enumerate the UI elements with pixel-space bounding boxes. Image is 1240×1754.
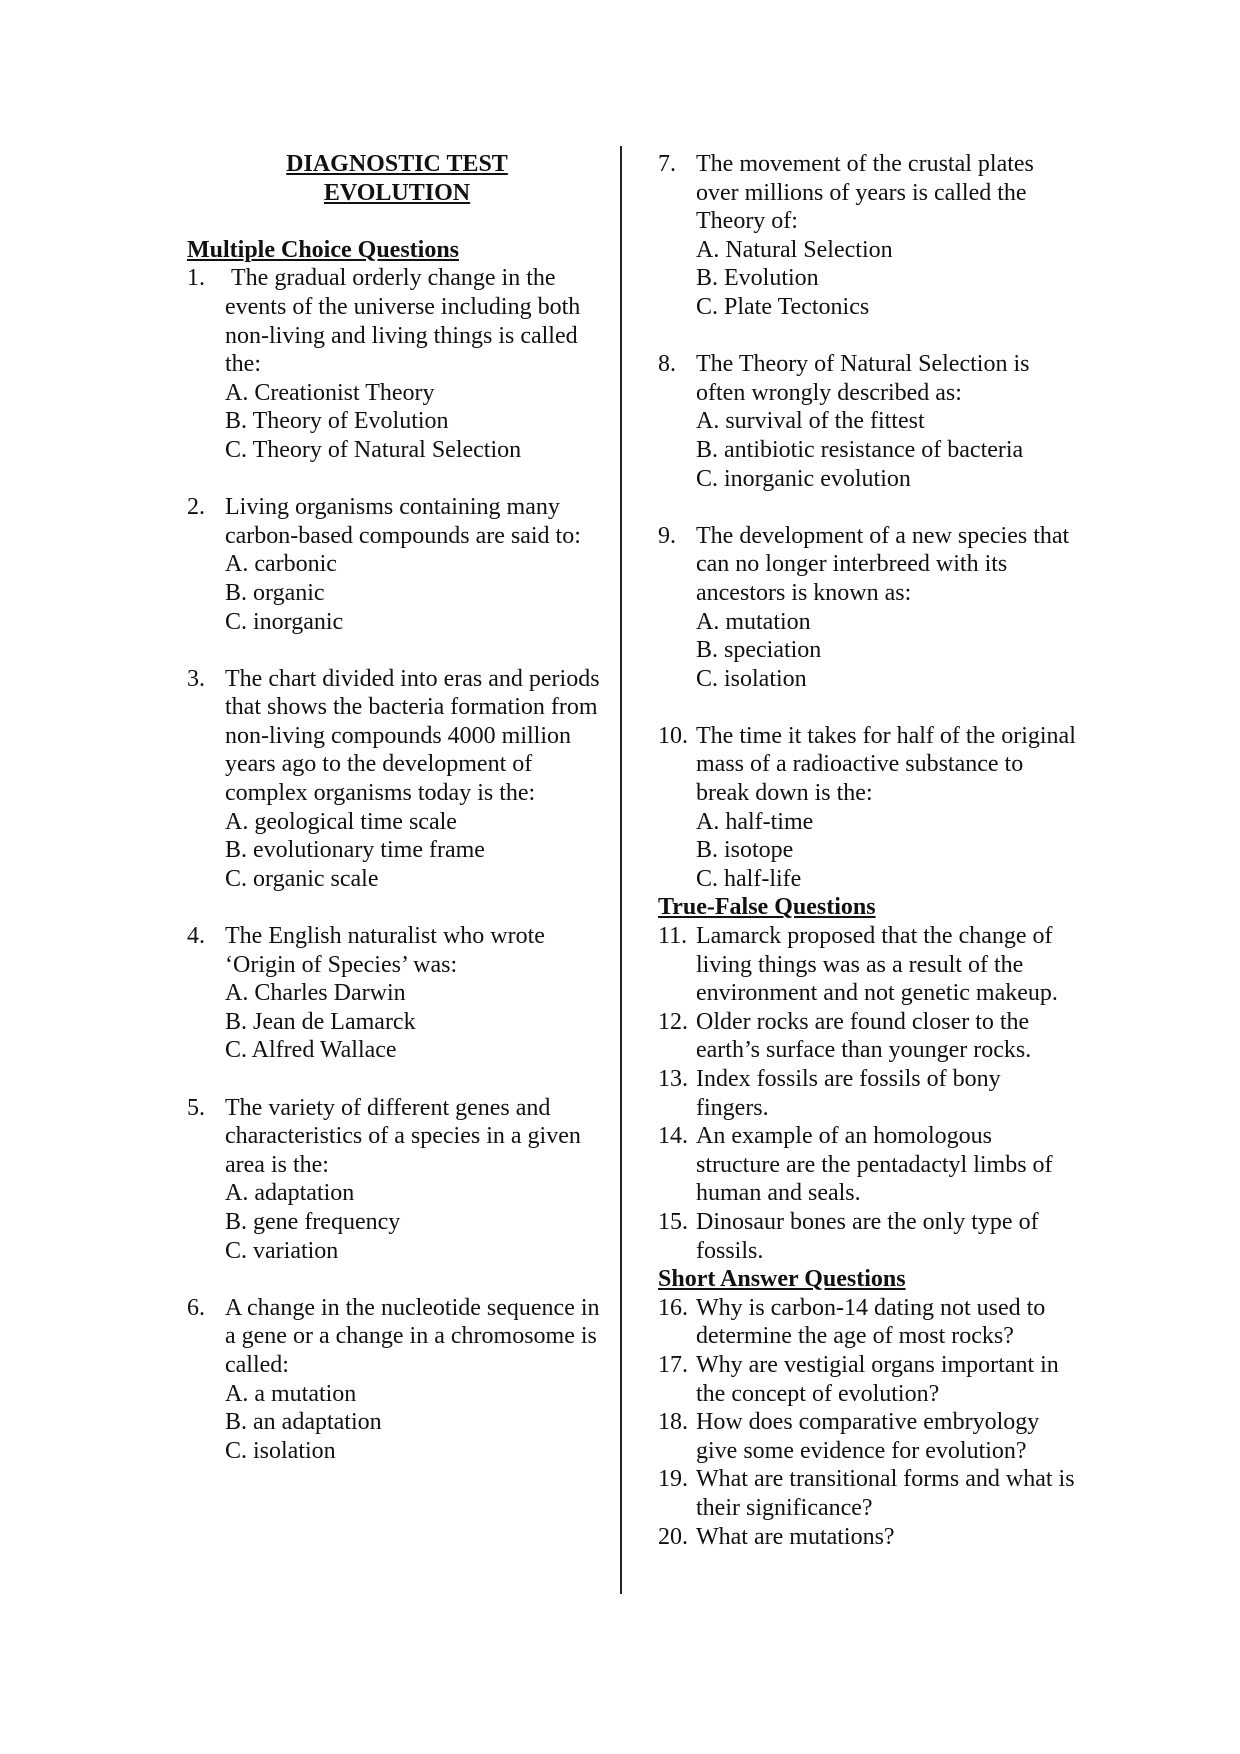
test-title: DIAGNOSTIC TEST <box>286 151 508 177</box>
question-6: 6. A change in the nucleotide sequence in a gene or a change in a chromosome is called: A. a mutation B. an adaptation C. isolation <box>187 1294 607 1466</box>
option-b: B. Theory of Evolution <box>225 408 449 435</box>
right-column <box>658 150 1078 1551</box>
question-text: What are transitional forms and what is their significance? <box>696 1466 1075 1521</box>
option-a: A. geological time scale <box>225 808 457 835</box>
option-a: A. Creationist Theory <box>225 379 435 406</box>
option-b: B. Jean de Lamarck <box>225 1008 416 1035</box>
question-16: 16. Why is carbon-14 dating not used to determine the age of most rocks? <box>658 1294 1078 1351</box>
option-c: C. variation <box>225 1237 339 1264</box>
section-heading-short-answer: Short Answer Questions <box>658 1266 906 1293</box>
column-divider <box>620 146 622 1594</box>
question-14: 14. An example of an homologous structure are the pentadactyl limbs of human and seals. <box>658 1122 1078 1208</box>
question-text: Lamarck proposed that the change of living things was as a result of the environment and not genetic makeup. <box>696 923 1058 1007</box>
question-text: Dinosaur bones are the only type of fossils. <box>696 1208 1039 1264</box>
question-text: Index fossils are fossils of bony fingers. <box>696 1066 1001 1121</box>
question-stem: The chart divided into eras and periods that shows the bacteria formation from non-living compounds 4000 million years ago to the development of complex organisms today is the: <box>225 665 600 807</box>
question-text: An example of an homologous structure are the pentadactyl limbs of human and seals. <box>696 1123 1053 1207</box>
option-b: B. antibiotic resistance of bacteria <box>696 436 1024 463</box>
option-a: A. a mutation <box>225 1380 357 1407</box>
option-a: A. adaptation <box>225 1180 355 1207</box>
question-stem: A change in the nucleotide sequence in a gene or a change in a chromosome is called: <box>225 1294 600 1378</box>
question-13: 13. Index fossils are fossils of bony fingers. <box>658 1065 1078 1122</box>
option-a: A. survival of the fittest <box>696 408 925 435</box>
question-15: 15. Dinosaur bones are the only type of fossils. <box>658 1208 1078 1265</box>
question-text: Why is carbon-14 dating not used to determine the age of most rocks? <box>696 1294 1046 1350</box>
option-b: B. evolutionary time frame <box>225 837 485 864</box>
option-c: C. Alfred Wallace <box>225 1037 397 1064</box>
option-a: A. mutation <box>696 608 811 635</box>
option-c: C. Plate Tectonics <box>696 293 870 320</box>
question-19: 19. What are transitional forms and what is their significance? <box>658 1465 1078 1522</box>
question-stem: The movement of the crustal plates over millions of years is called the Theory of: <box>696 151 1034 235</box>
question-17: 17. Why are vestigial organs important in the concept of evolution? <box>658 1351 1078 1408</box>
question-10: 10. The time it takes for half of the original mass of a radioactive substance to break down is the: A. half-time B. isotope C. half-life <box>658 722 1078 894</box>
option-b: B. an adaptation <box>225 1409 382 1436</box>
question-5: 5. The variety of different genes and characteristics of a species in a given area is the: A. adaptation B. gene frequency C. variation <box>187 1094 607 1266</box>
question-7: 7. The movement of the crustal plates over millions of years is called the Theory of: A. Natural Selection B. Evolution C. Plate Tectonics <box>658 150 1078 322</box>
option-a: A. Natural Selection <box>696 236 893 263</box>
question-20: 20. What are mutations? <box>658 1523 1078 1552</box>
option-c: C. isolation <box>225 1437 336 1464</box>
question-stem: Living organisms containing many carbon-based compounds are said to: <box>225 494 581 549</box>
question-text: Older rocks are found closer to the earth’s surface than younger rocks. <box>696 1008 1032 1064</box>
option-b: B. speciation <box>696 637 822 664</box>
question-text: How does comparative embryology give some evidence for evolution? <box>696 1409 1040 1464</box>
question-12: 12. Older rocks are found closer to the earth’s surface than younger rocks. <box>658 1008 1078 1065</box>
question-1: 1. The gradual orderly change in the events of the universe including both non-living and living things is called the: A. Creationist Theory B. Theory of Evolution C. Theory of Natural Selection <box>187 264 607 464</box>
question-text: Why are vestigial organs important in the concept of evolution? <box>696 1351 1059 1407</box>
question-18: 18. How does comparative embryology give some evidence for evolution? <box>658 1408 1078 1465</box>
option-b: B. Evolution <box>696 265 819 292</box>
option-a: A. carbonic <box>225 551 337 578</box>
option-c: C. inorganic <box>225 608 344 635</box>
option-c: C. Theory of Natural Selection <box>225 436 522 463</box>
question-stem: The gradual orderly change in the events of the universe including both non-living and living things is called the: <box>225 265 587 378</box>
question-stem: The time it takes for half of the original mass of a radioactive substance to break down is the: <box>696 722 1076 807</box>
option-b: B. isotope <box>696 837 794 864</box>
option-b: B. organic <box>225 579 325 606</box>
option-a: A. Charles Darwin <box>225 980 406 1007</box>
option-c: C. isolation <box>696 665 807 692</box>
option-c: C. organic scale <box>225 865 379 892</box>
left-column <box>187 150 607 1465</box>
question-stem: The variety of different genes and characteristics of a species in a given area is the: <box>225 1094 581 1178</box>
question-9: 9. The development of a new species that can no longer interbreed with its ancestors is known as: A. mutation B. speciation C. isolation <box>658 522 1078 694</box>
question-2: 2. Living organisms containing many carbon-based compounds are said to: A. carbonic B. organic C. inorganic <box>187 493 607 636</box>
section-heading-true-false: True-False Questions <box>658 894 876 921</box>
option-a: A. half-time <box>696 808 814 835</box>
question-stem: The development of a new species that can no longer interbreed with its ancestors is known as: <box>696 522 1070 606</box>
section-heading-multiple-choice: Multiple Choice Questions <box>187 236 460 263</box>
question-stem: The Theory of Natural Selection is often wrongly described as: <box>696 351 1030 406</box>
test-subject: EVOLUTION <box>323 179 471 206</box>
question-3: 3. The chart divided into eras and periods that shows the bacteria formation from non-living compounds 4000 million years ago to the development of complex organisms today is the: A. geological time scale B. evolutionary time frame C. organic scale <box>187 665 607 894</box>
option-b: B. gene frequency <box>225 1208 401 1235</box>
question-text: What are mutations? <box>696 1523 895 1550</box>
question-11: 11. Lamarck proposed that the change of living things was as a result of the environment and not genetic makeup. <box>658 922 1078 1008</box>
option-c: C. inorganic evolution <box>696 465 911 492</box>
question-4: 4. The English naturalist who wrote ‘Origin of Species’ was: A. Charles Darwin B. Jean de Lamarck C. Alfred Wallace <box>187 922 607 1065</box>
question-stem: The English naturalist who wrote ‘Origin of Species’ was: <box>225 923 545 978</box>
option-c: C. half-life <box>696 865 802 892</box>
question-8: 8. The Theory of Natural Selection is often wrongly described as: A. survival of the fittest B. antibiotic resistance of bacteria C. inorganic evolution <box>658 350 1078 493</box>
